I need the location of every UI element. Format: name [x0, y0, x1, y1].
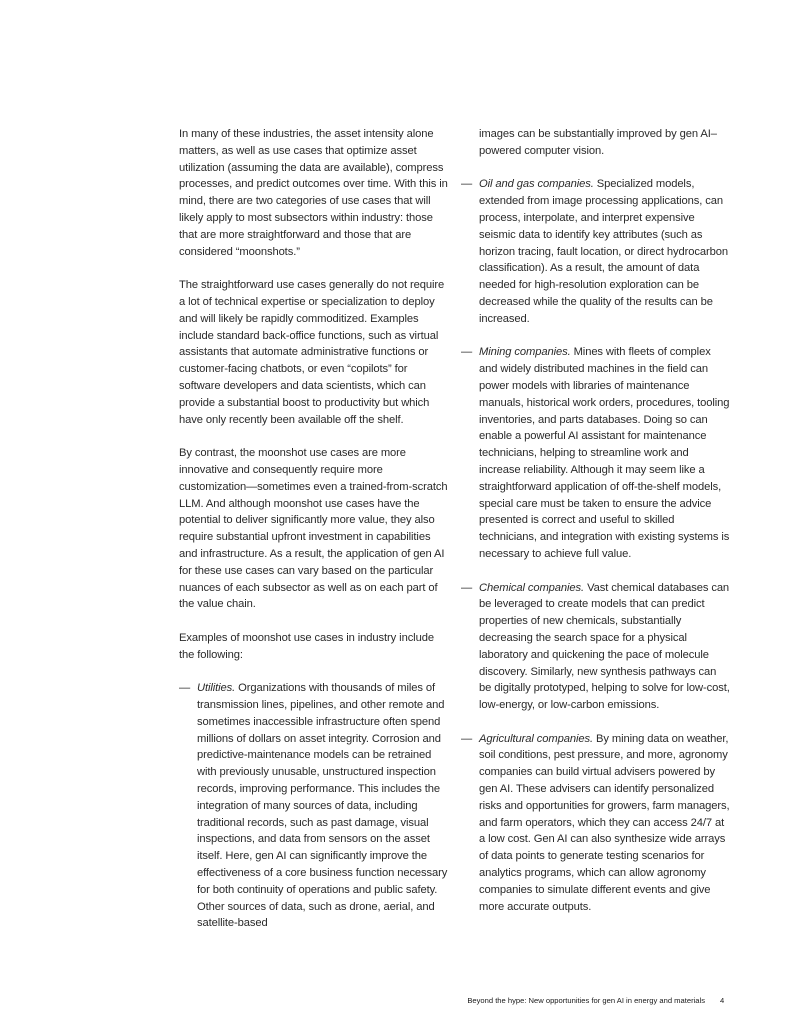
bullet-label: Agricultural companies.: [479, 732, 593, 745]
bullet-label: Utilities.: [197, 682, 236, 695]
page-footer: [0, 994, 791, 1008]
footer-title: Beyond the hype: New opportunities for gen AI in energy and materials: [467, 996, 705, 1005]
bullet-text: By mining data on weather, soil conditions, pest pressure, and more, agronomy companies can build virtual advisers powered by gen AI. These advisers can identify personalized risks and opportunities for growers, farm managers, and farm operators, which they can access 24/7 at a low cost. Gen AI can also synthesize wide arrays of data points to generate testing scenarios for analytics programs, which can allow agronomy companies to simulate different events and give more accurate outputs.: [479, 732, 730, 913]
body-paragraph: By contrast, the moonshot use cases are more innovative and consequently require more customization—sometimes even a trained-from-scratch LLM. And although moonshot use cases have the potential to deliver significantly more value, they also require substantial upfront investment in capabilities and infrastructure. As a result, the application of gen AI for these use cases can vary based on the particular nuances of each subsector as well as on each part of the value chain.: [179, 447, 448, 611]
bullet-oil-and-gas: [461, 176, 731, 327]
bullet-dash: —: [179, 682, 191, 695]
bullet-dash: —: [461, 346, 473, 359]
bullet-utilities: [179, 680, 451, 932]
right-column: [461, 126, 731, 932]
bullet-chemical: [461, 580, 731, 714]
body-paragraph: The straightforward use cases generally do not require a lot of technical expertise or specialization to deploy and will likely be rapidly commoditized. Examples include standard back-office functions, such as virtual assistants that automate administrative functions or customer-facing chatbots, or even “copilots” for software developers and data scientists, which can provide a substantial boost to productivity but which have only recently been available off the shelf.: [179, 279, 445, 426]
bullet-text: Vast chemical databases can be leveraged to create models that can predict properties of new chemicals, substantially decreasing the search space for a physical laboratory and quickening the pace of molecule discovery. Similarly, new synthesis pathways can be digitally prototyped, helping to solve for low-cost, low-energy, or low-carbon emissions.: [479, 581, 730, 712]
bullet-dash: —: [461, 178, 473, 191]
body-paragraph: In many of these industries, the asset intensity alone matters, as well as use cases that optimize asset utilization (assuming the data are available), compress processes, and predict outcomes over time. With this in mind, there are two categories of use cases that will likely apply to most subsectors within industry: those that are more straightforward and those that are considered “moonshots.”: [179, 128, 448, 258]
bullet-label: Oil and gas companies.: [479, 178, 594, 191]
bullet-dash: —: [461, 581, 473, 594]
bullet-mining: [461, 344, 731, 562]
bullet-text: Mines with fleets of complex and widely distributed machines in the field can power models with libraries of maintenance manuals, historical work orders, procedures, tooling inventories, and parts databases. Doing so can enable a powerful AI assistant for maintenance technicians, helping to streamline work and increase reliability. Although it may seem like a straightforward application of off-the-shelf models, special care must be taken to ensure the advice presented is correct and useful to skilled technicians, and integration with existing systems is necessary to achieve full value.: [479, 346, 730, 560]
bullet-text: Organizations with thousands of miles of transmission lines, pipelines, and other remote and sometimes inaccessible infrastructure often spend millions of dollars on asset integrity. Corrosion and predictive-maintenance models can be retrained with previously unusable, unstructured inspection records, improving performance. This includes the integration of many sources of data, including traditional records, such as past damage, visual inspections, and data from sensors on the asset itself. Here, gen AI can significantly improve the effectiveness of a core business function necessary for both continuity of operations and public safety. Other sources of data, such as drone, aerial, and satellite-based: [197, 682, 448, 930]
bullet-label: Mining companies.: [479, 346, 571, 359]
bullet-agricultural: [461, 731, 731, 916]
body-paragraph: Examples of moonshot use cases in industry include the following:: [179, 631, 434, 661]
bullet-continuation: images can be substantially improved by gen AI–powered computer vision.: [479, 128, 717, 157]
bullet-text: Specialized models, extended from image processing applications, can process, interpolate, and interpret expensive seismic data to identify key attributes (such as horizon tracing, fault location, or direct hydrocarbon classification). As a result, the amount of data needed for high-resolution exploration can be decreased while the quality of the results can be increased.: [479, 178, 728, 325]
bullet-label: Chemical companies.: [479, 581, 585, 594]
page-number: 4: [720, 996, 725, 1005]
left-column: [179, 126, 451, 949]
bullet-dash: —: [461, 732, 473, 745]
